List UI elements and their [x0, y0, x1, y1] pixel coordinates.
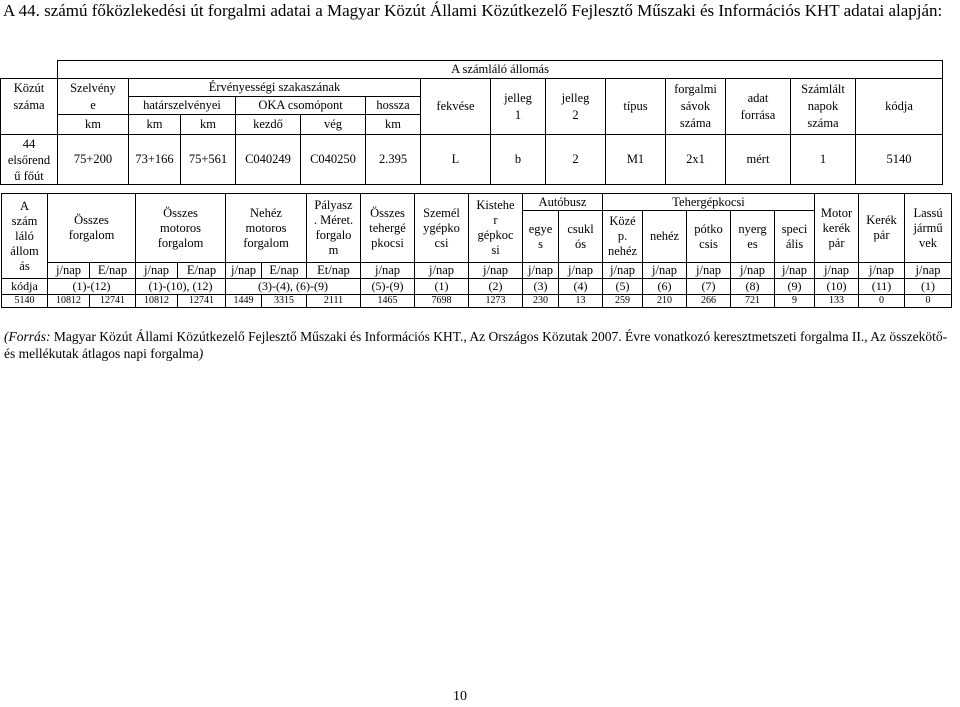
data-cell: 210	[643, 295, 687, 308]
junction-start-header: kezdő	[236, 115, 301, 135]
boundary-end-unit: km	[181, 115, 236, 135]
unit-cell: j/nap	[361, 263, 415, 279]
code-label-cell: kódja	[2, 279, 48, 295]
unit-cell: j/nap	[469, 263, 523, 279]
code-cell: (10)	[815, 279, 859, 295]
data-source-cell: mért	[726, 135, 791, 185]
type-cell: M1	[606, 135, 666, 185]
truck-medium-header: Közé p. nehéz	[603, 211, 643, 263]
truck-trailer-header: pótko csis	[687, 211, 731, 263]
total-traffic-header: Összes forgalom	[48, 194, 136, 263]
unit-cell: j/nap	[226, 263, 262, 279]
heavy-motor-traffic-header: Nehéz motoros forgalom	[226, 194, 307, 263]
station-table	[0, 60, 943, 185]
boundary-end-cell: 75+561	[181, 135, 236, 185]
code-cell: (2)	[469, 279, 523, 295]
code-cell: (5)-(9)	[361, 279, 415, 295]
code-cell: (7)	[687, 279, 731, 295]
code-cell: (9)	[775, 279, 815, 295]
chainage-unit: km	[58, 115, 129, 135]
unit-cell: j/nap	[415, 263, 469, 279]
traffic-table	[1, 193, 952, 308]
junction-end-cell: C040250	[301, 135, 366, 185]
station-header: A szám láló állom ás	[2, 194, 48, 279]
boundary-chainages-header: határszelvényei	[129, 97, 236, 115]
character-1-cell: b	[491, 135, 546, 185]
code-cell: (4)	[559, 279, 603, 295]
type-header: típus	[606, 79, 666, 135]
code-cell: (3)-(4), (6)-(9)	[226, 279, 361, 295]
data-cell: 5140	[2, 295, 48, 308]
data-cell: 9	[775, 295, 815, 308]
data-cell: 259	[603, 295, 643, 308]
data-cell: 133	[815, 295, 859, 308]
oka-junction-header: OKA csomópont	[236, 97, 366, 115]
code-cell: (1)	[415, 279, 469, 295]
code-cell: (1)-(12)	[48, 279, 136, 295]
unit-cell: j/nap	[731, 263, 775, 279]
code-cell: (11)	[859, 279, 905, 295]
code-cell: (8)	[731, 279, 775, 295]
data-cell: 230	[523, 295, 559, 308]
bus-single-header: egye s	[523, 211, 559, 263]
boundary-start-cell: 73+166	[129, 135, 181, 185]
data-cell: 1273	[469, 295, 523, 308]
van-header: Kistehe r gépkoc si	[469, 194, 523, 263]
validity-section-header: Érvényességi szakaszának	[129, 79, 421, 97]
character-1-header: jelleg 1	[491, 79, 546, 135]
truck-header: Tehergépkocsi	[603, 194, 815, 211]
data-cell: 10812	[48, 295, 90, 308]
data-cell: 3315	[262, 295, 307, 308]
chainage-cell: 75+200	[58, 135, 129, 185]
unit-cell: j/nap	[603, 263, 643, 279]
junction-start-cell: C040249	[236, 135, 301, 185]
unit-cell: j/nap	[523, 263, 559, 279]
data-cell: 12741	[178, 295, 226, 308]
data-cell: 0	[859, 295, 905, 308]
page-number: 10	[453, 689, 467, 704]
position-header: fekvése	[421, 79, 491, 135]
source-note	[4, 328, 952, 362]
source-label: (Forrás:	[4, 329, 51, 344]
code-cell: (1)	[905, 279, 952, 295]
code-cell: (1)-(10), (12)	[136, 279, 226, 295]
length-cell: 2.395	[366, 135, 421, 185]
unit-cell: E/nap	[178, 263, 226, 279]
position-cell: L	[421, 135, 491, 185]
unit-cell: j/nap	[905, 263, 952, 279]
lanes-cell: 2x1	[666, 135, 726, 185]
counted-days-header: Számlált napok száma	[791, 79, 856, 135]
unit-cell: Et/nap	[307, 263, 361, 279]
length-unit: km	[366, 115, 421, 135]
unit-cell: j/nap	[815, 263, 859, 279]
code-cell: (3)	[523, 279, 559, 295]
source-body: Magyar Közút Állami Közútkezelő Fejlesztő Műszaki és Információs KHT., Az Országos Közutak 2007. Évre vonatkozó keresztmetszeti forgalma II., Az összekötő- és mellékutak átlagos napi forgalma	[4, 329, 948, 361]
data-source-header: adat forrása	[726, 79, 791, 135]
length-header: hossza	[366, 97, 421, 115]
unit-cell: j/nap	[48, 263, 90, 279]
bus-articulated-header: csukl ós	[559, 211, 603, 263]
unit-cell: j/nap	[136, 263, 178, 279]
bus-header: Autóbusz	[523, 194, 603, 211]
character-2-cell: 2	[546, 135, 606, 185]
car-header: Személ ygépko csi	[415, 194, 469, 263]
unit-cell: j/nap	[687, 263, 731, 279]
unit-cell: j/nap	[559, 263, 603, 279]
lanes-header: forgalmi sávok száma	[666, 79, 726, 135]
data-cell: 12741	[90, 295, 136, 308]
bicycle-header: Kerék pár	[859, 194, 905, 263]
pcu-traffic-header: Pályasz . Méret. forgalo m	[307, 194, 361, 263]
station-code-header: kódja	[856, 79, 943, 135]
station-code-cell: 5140	[856, 135, 943, 185]
total-motor-traffic-header: Összes motoros forgalom	[136, 194, 226, 263]
code-cell: (6)	[643, 279, 687, 295]
data-cell: 10812	[136, 295, 178, 308]
code-cell: (5)	[603, 279, 643, 295]
data-cell: 13	[559, 295, 603, 308]
data-cell: 266	[687, 295, 731, 308]
data-cell: 0	[905, 295, 952, 308]
counted-days-cell: 1	[791, 135, 856, 185]
truck-heavy-header: nehéz	[643, 211, 687, 263]
station-group-header: A számláló állomás	[58, 61, 943, 79]
data-cell: 1465	[361, 295, 415, 308]
total-truck-header: Összes tehergé pkocsi	[361, 194, 415, 263]
truck-special-header: speci ális	[775, 211, 815, 263]
data-cell: 2111	[307, 295, 361, 308]
unit-cell: E/nap	[90, 263, 136, 279]
source-close: )	[198, 346, 204, 361]
unit-cell: j/nap	[775, 263, 815, 279]
data-cell: 1449	[226, 295, 262, 308]
data-cell: 7698	[415, 295, 469, 308]
motorcycle-header: Motor kerék pár	[815, 194, 859, 263]
boundary-start-unit: km	[129, 115, 181, 135]
truck-semi-header: nyerg es	[731, 211, 775, 263]
slow-vehicle-header: Lassú jármű vek	[905, 194, 952, 263]
data-cell: 721	[731, 295, 775, 308]
road-number-header: Közút száma	[1, 79, 58, 135]
road-cell: 44 elsőrend ű főút	[1, 135, 58, 185]
corner-blank	[1, 61, 58, 79]
chainage-header: Szelvény e	[58, 79, 129, 115]
unit-cell: E/nap	[262, 263, 307, 279]
junction-end-header: vég	[301, 115, 366, 135]
character-2-header: jelleg 2	[546, 79, 606, 135]
unit-cell: j/nap	[643, 263, 687, 279]
unit-cell: j/nap	[859, 263, 905, 279]
page-title: A 44. számú főközlekedési út forgalmi adatai a Magyar Közút Állami Közútkezelő Fejlesztő Műszaki és Információs KHT adatai alapján:	[3, 1, 943, 20]
